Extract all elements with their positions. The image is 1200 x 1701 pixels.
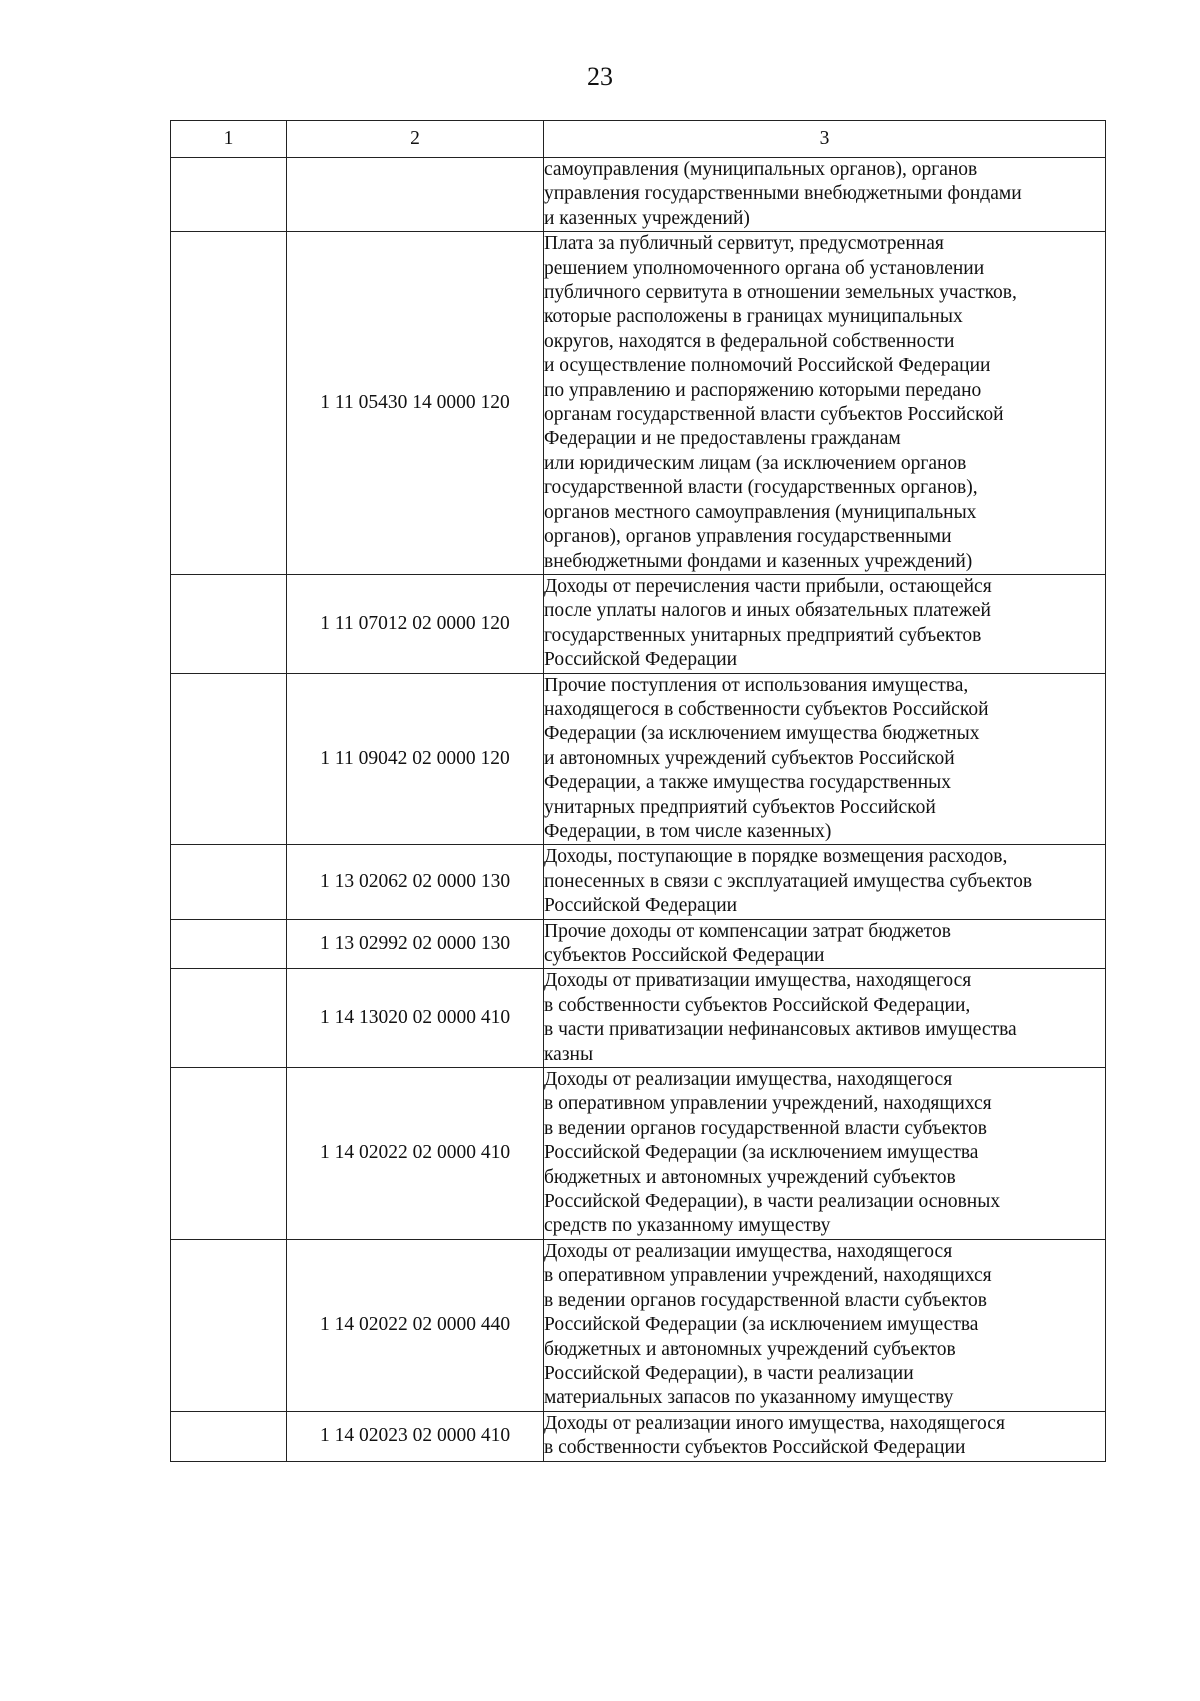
row-code: 1 11 05430 14 0000 120 <box>287 232 544 575</box>
table-row <box>171 1239 1106 1411</box>
table-row <box>171 1068 1106 1240</box>
row-col-1 <box>171 919 287 969</box>
row-description: Плата за публичный сервитут, предусмотренная решением уполномоченного органа об установлении публичного сервитута в отношении земельных участков, которые расположены в границах муниципальных округов, находятся в федеральной собственности и осуществление полномочий Российской Федерации по управлению и распоряжению которыми передано органам государственной власти субъектов Российской Федерации и не предоставлены гражданам или юридическим лицам (за исключением органов государственной власти (государственных органов), органов местного самоуправления (муниципальных органов), органов управления государственными внебюджетными фондами и казенных учреждений) <box>544 232 1106 575</box>
table-row <box>171 574 1106 673</box>
table-row <box>171 969 1106 1068</box>
row-description: Прочие поступления от использования имущества, находящегося в собственности субъектов Российской Федерации (за исключением имущества бюджетных и автономных учреждений субъектов Российской Федерации, а также имущества государственных унитарных предприятий субъектов Российской Федерации, в том числе казенных) <box>544 673 1106 845</box>
row-col-1 <box>171 1411 287 1461</box>
row-col-1 <box>171 158 287 232</box>
row-description: Доходы от реализации имущества, находящегося в оперативном управлении учреждений, находящихся в ведении органов государственной власти субъектов Российской Федерации (за исключением имущества бюджетных и автономных учреждений субъектов Российской Федерации), в части реализации основных средств по указанному имуществу <box>544 1068 1106 1240</box>
row-code <box>287 158 544 232</box>
row-description: Доходы, поступающие в порядке возмещения расходов, понесенных в связи с эксплуатацией имущества субъектов Российской Федерации <box>544 845 1106 919</box>
table-row <box>171 845 1106 919</box>
row-col-1 <box>171 969 287 1068</box>
row-code: 1 13 02992 02 0000 130 <box>287 919 544 969</box>
row-col-1 <box>171 574 287 673</box>
header-col-1: 1 <box>171 121 287 158</box>
row-col-1 <box>171 232 287 575</box>
row-description: Доходы от приватизации имущества, находящегося в собственности субъектов Российской Федерации, в части приватизации нефинансовых активов имущества казны <box>544 969 1106 1068</box>
row-code: 1 11 07012 02 0000 120 <box>287 574 544 673</box>
row-col-1 <box>171 1239 287 1411</box>
row-code: 1 14 02022 02 0000 440 <box>287 1239 544 1411</box>
row-description: Доходы от реализации иного имущества, находящегося в собственности субъектов Российской Федерации <box>544 1411 1106 1461</box>
row-col-1 <box>171 845 287 919</box>
table-header-row <box>171 121 1106 158</box>
row-col-1 <box>171 673 287 845</box>
row-code: 1 13 02062 02 0000 130 <box>287 845 544 919</box>
table-row <box>171 1411 1106 1461</box>
row-code: 1 14 13020 02 0000 410 <box>287 969 544 1068</box>
header-col-2: 2 <box>287 121 544 158</box>
row-code: 1 14 02022 02 0000 410 <box>287 1068 544 1240</box>
row-col-1 <box>171 1068 287 1240</box>
revenue-codes-table <box>170 120 1106 1462</box>
row-code: 1 11 09042 02 0000 120 <box>287 673 544 845</box>
table-row <box>171 232 1106 575</box>
table-row <box>171 158 1106 232</box>
row-description: Прочие доходы от компенсации затрат бюджетов субъектов Российской Федерации <box>544 919 1106 969</box>
table-row <box>171 919 1106 969</box>
row-description: Доходы от реализации имущества, находящегося в оперативном управлении учреждений, находящихся в ведении органов государственной власти субъектов Российской Федерации (за исключением имущества бюджетных и автономных учреждений субъектов Российской Федерации), в части реализации материальных запасов по указанному имуществу <box>544 1239 1106 1411</box>
row-description: Доходы от перечисления части прибыли, остающейся после уплаты налогов и иных обязательных платежей государственных унитарных предприятий субъектов Российской Федерации <box>544 574 1106 673</box>
table-row <box>171 673 1106 845</box>
row-code: 1 14 02023 02 0000 410 <box>287 1411 544 1461</box>
row-description: самоуправления (муниципальных органов), органов управления государственными внебюджетными фондами и казенных учреждений) <box>544 158 1106 232</box>
header-col-3: 3 <box>544 121 1106 158</box>
page-number: 23 <box>587 62 613 91</box>
